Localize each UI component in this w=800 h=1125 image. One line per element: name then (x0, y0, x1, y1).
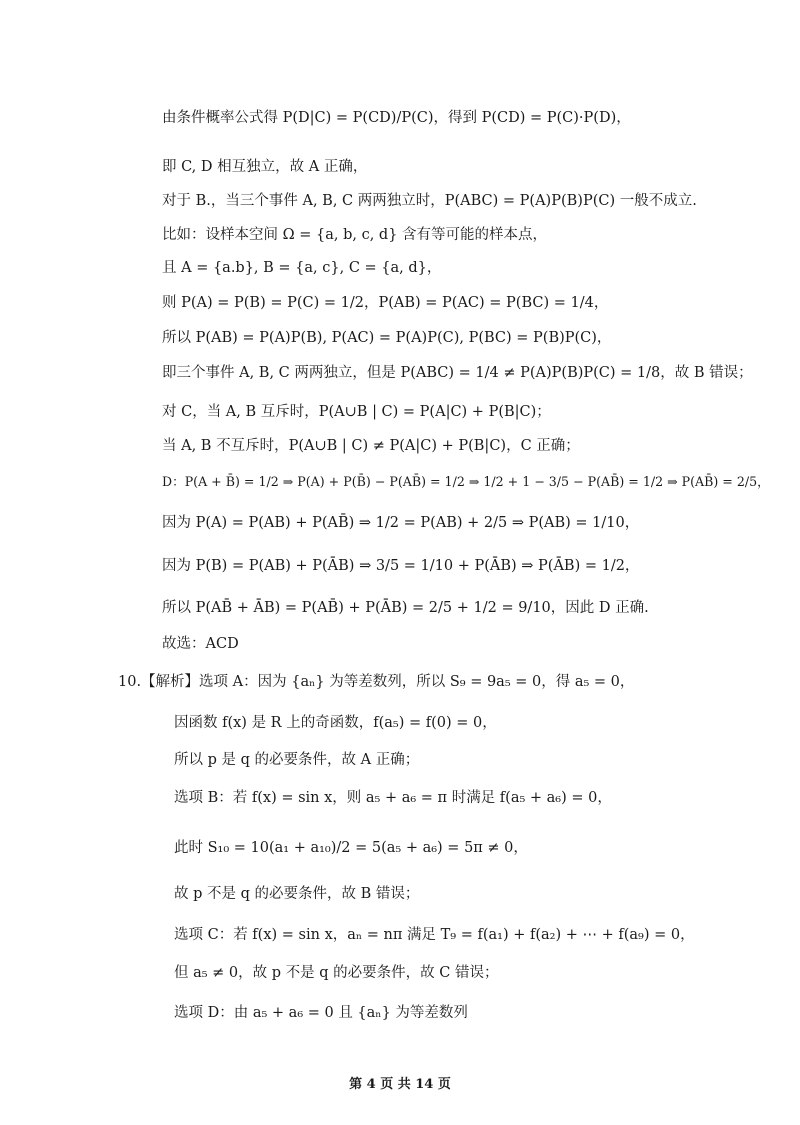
text-line: 比如：设样本空间 Ω = {a, b, c, d} 含有等可能的样本点， (162, 227, 548, 243)
text-line: 选项 B：若 f(x) = sin x，则 a₅ + a₆ = π 时满足 f(a₅ + a₆) = 0， (174, 790, 612, 806)
text-line: 由条件概率公式得 P(D|C) = P(CD)/P(C)，得到 P(CD) = P(C)·P(D)， (162, 110, 631, 126)
text-line: 当 A, B 不互斥时，P(A∪B | C) ≠ P(A|C) + P(B|C)，C 正确； (162, 438, 580, 454)
text-line: 所以 P(AB̄ + ĀB) = P(AB̄) + P(ĀB) = 2/5 + 1/2 = 9/10，因此 D 正确. (162, 600, 649, 616)
text-line: 10.【解析】选项 A：因为 {aₙ} 为等差数列，所以 S₉ = 9a₅ = 0，得 a₅ = 0， (118, 674, 635, 690)
text-line: 选项 D：由 a₅ + a₆ = 0 且 {aₙ} 为等差数列 (174, 1005, 468, 1021)
text-line: 所以 P(AB) = P(A)P(B), P(AC) = P(A)P(C), P(BC) = P(B)P(C)， (162, 330, 612, 346)
text-line: 因函数 f(x) 是 R 上的奇函数，f(a₅) = f(0) = 0， (174, 715, 497, 731)
text-line: 但 a₅ ≠ 0，故 p 不是 q 的必要条件，故 C 错误； (174, 965, 499, 981)
text-line: 故 p 不是 q 的必要条件，故 B 错误； (174, 886, 420, 902)
text-line: 则 P(A) = P(B) = P(C) = 1/2，P(AB) = P(AC) = P(BC) = 1/4， (162, 295, 609, 311)
text-line: 对于 B.，当三个事件 A, B, C 两两独立时，P(ABC) = P(A)P(B)P(C) 一般不成立. (162, 193, 697, 209)
text-line: 对 C，当 A, B 互斥时，P(A∪B | C) = P(A|C) + P(B|C)； (162, 404, 551, 420)
text-line: 且 A = {a.b}, B = {a, c}, C = {a, d}， (162, 260, 442, 276)
text-line: 所以 p 是 q 的必要条件，故 A 正确； (174, 752, 420, 768)
text-line: 因为 P(B) = P(AB) + P(ĀB) ⇒ 3/5 = 1/10 + P(ĀB) ⇒ P(ĀB) = 1/2， (162, 558, 640, 574)
text-line: 此时 S₁₀ = 10(a₁ + a₁₀)/2 = 5(a₅ + a₆) = 5π ≠ 0， (174, 840, 528, 856)
page-footer: 第 4 页 共 14 页 (349, 1077, 451, 1092)
text-line: 即三个事件 A, B, C 两两独立，但是 P(ABC) = 1/4 ≠ P(A)P(B)P(C) = 1/8，故 B 错误； (162, 365, 753, 381)
text-line: 即 C, D 相互独立，故 A 正确， (162, 159, 368, 175)
text-line: D：P(A + B̄) = 1/2 ⇒ P(A) + P(B̄) − P(AB̄) = 1/2 ⇒ 1/2 + 1 − 3/5 − P(AB̄) = 1/2 ⇒ P(AB̄) = 2/5， (162, 474, 770, 489)
text-line: 选项 C：若 f(x) = sin x，aₙ = nπ 满足 T₉ = f(a₁) + f(a₂) + ⋯ + f(a₉) = 0， (174, 927, 695, 943)
text-line: 因为 P(A) = P(AB) + P(AB̄) ⇒ 1/2 = P(AB) + 2/5 ⇒ P(AB) = 1/10， (162, 515, 640, 531)
text-line: 故选：ACD (162, 636, 239, 652)
